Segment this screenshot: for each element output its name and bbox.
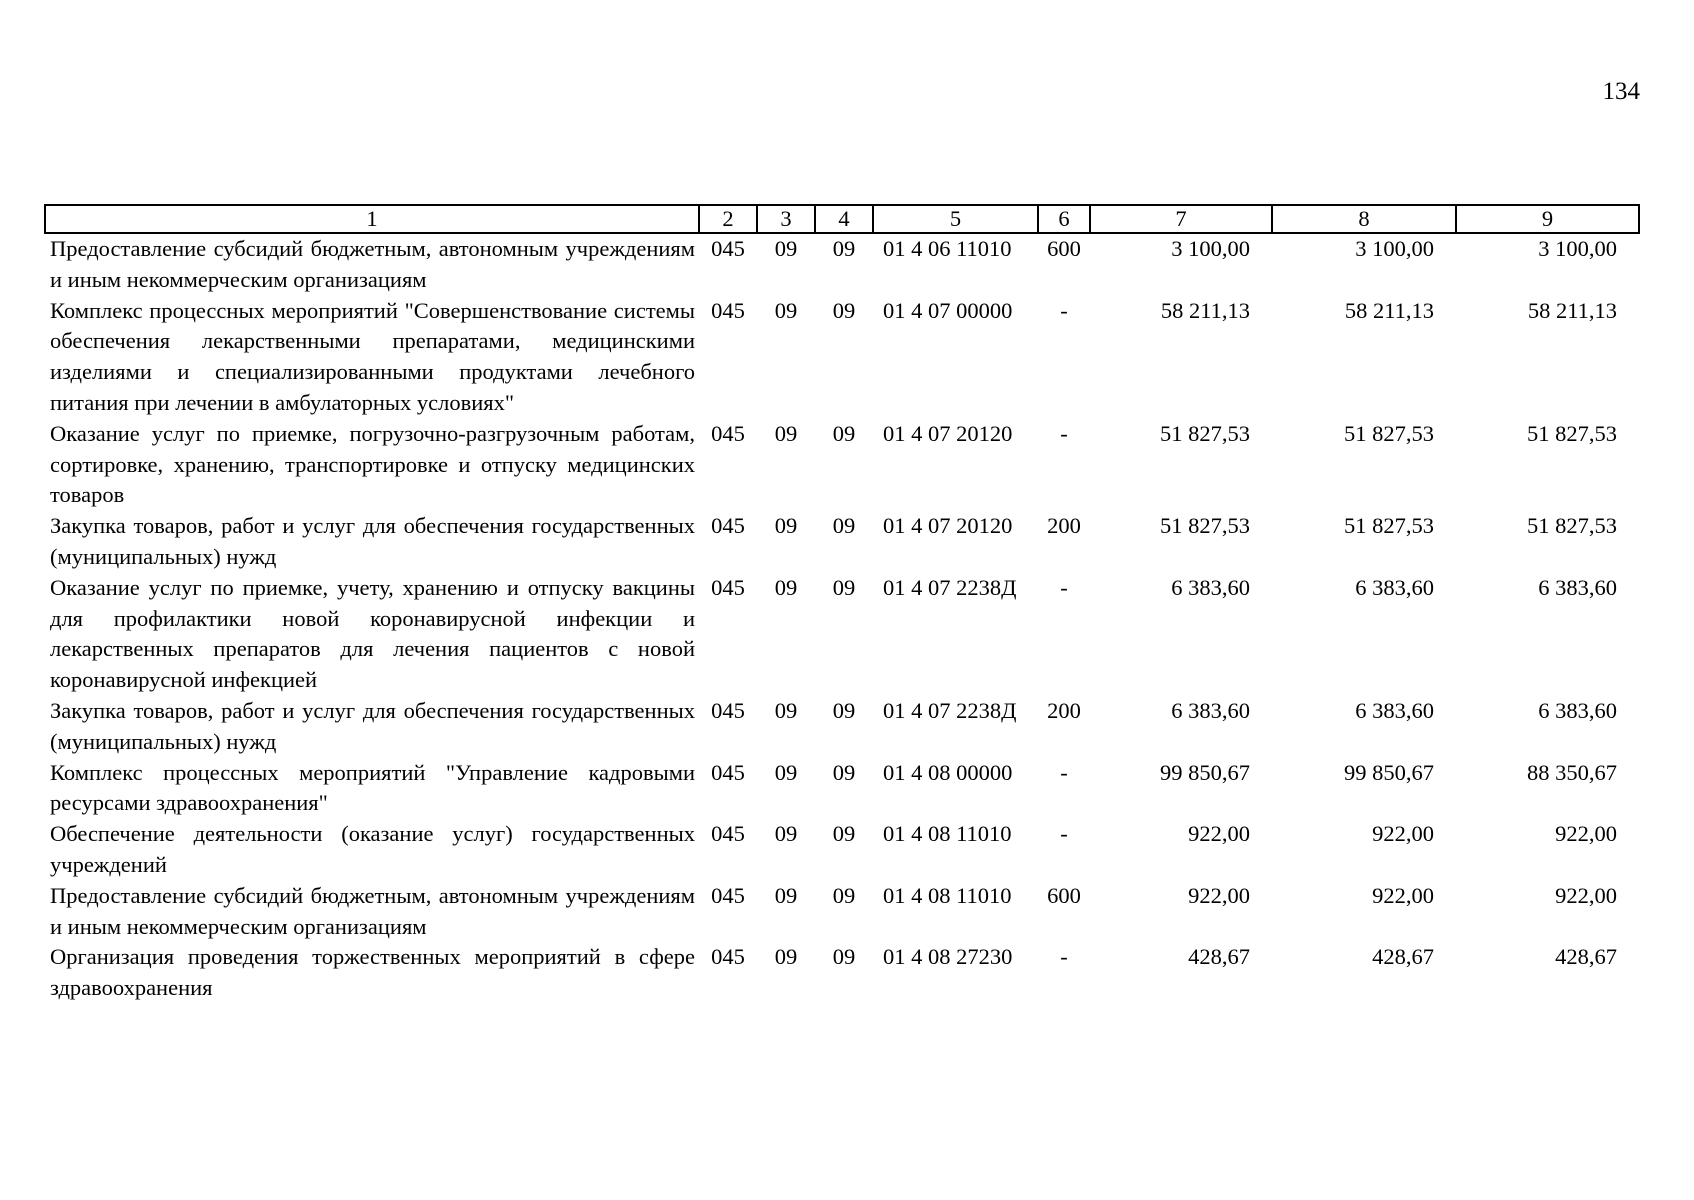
cell-section: 09 — [774, 297, 798, 323]
column-header: 8 — [1272, 205, 1456, 233]
cell-subsection: 09 — [832, 821, 856, 847]
cell-target-article: 01 4 07 2238Д — [883, 574, 1017, 600]
cell-amount-8: 3 100,00 — [1355, 236, 1434, 261]
cell-amount-9: 922,00 — [1555, 821, 1617, 847]
cell-amount-7: 922,00 — [1188, 882, 1250, 908]
table-row — [45, 511, 1639, 573]
cell-code: 045 — [711, 236, 745, 261]
row-description: Закупка товаров, работ и услуг для обеспечения государственных (муниципальных) нужд — [50, 513, 695, 569]
cell-target-article: 01 4 07 2238Д — [883, 697, 1017, 723]
table-row — [45, 696, 1639, 758]
cell-section: 09 — [774, 944, 798, 970]
row-description: Оказание услуг по приемке, погрузочно-разгрузочным работам, сортировке, хранению, транспортировке и отпуску медицинских товаров — [50, 420, 695, 508]
cell-amount-7: 428,67 — [1188, 944, 1250, 970]
cell-amount-8: 922,00 — [1372, 882, 1434, 908]
row-description: Организация проведения торжественных мероприятий в сфере здравоохранения — [50, 944, 695, 1001]
cell-code: 045 — [711, 697, 745, 723]
cell-amount-8: 922,00 — [1372, 821, 1434, 847]
cell-code: 045 — [711, 574, 745, 600]
cell-amount-7: 3 100,00 — [1171, 236, 1250, 261]
cell-target-article: 01 4 07 20120 — [883, 420, 1013, 446]
cell-amount-7: 6 383,60 — [1171, 574, 1250, 600]
cell-target-article: 01 4 07 00000 — [883, 297, 1013, 323]
cell-subsection: 09 — [832, 513, 856, 539]
cell-subsection: 09 — [832, 882, 856, 908]
table-row — [45, 758, 1639, 820]
cell-target-article: 01 4 08 11010 — [883, 821, 1012, 847]
cell-expense-type: - — [1060, 821, 1068, 847]
cell-section: 09 — [774, 882, 798, 908]
column-header: 3 — [757, 205, 815, 233]
row-description: Комплекс процессных мероприятий "Управление кадровыми ресурсами здравоохранения" — [50, 759, 695, 816]
cell-subsection: 09 — [832, 574, 856, 600]
cell-amount-7: 6 383,60 — [1171, 697, 1250, 723]
cell-amount-9: 58 211,13 — [1527, 297, 1617, 323]
cell-amount-7: 99 850,67 — [1160, 759, 1250, 785]
cell-section: 09 — [774, 420, 798, 446]
cell-section: 09 — [774, 759, 798, 785]
cell-amount-9: 51 827,53 — [1527, 513, 1617, 539]
column-header: 9 — [1456, 205, 1639, 233]
cell-amount-9: 6 383,60 — [1538, 574, 1617, 600]
cell-target-article: 01 4 08 11010 — [883, 882, 1012, 908]
cell-expense-type: - — [1060, 759, 1068, 785]
cell-subsection: 09 — [832, 944, 856, 970]
cell-section: 09 — [774, 236, 798, 261]
cell-code: 045 — [711, 420, 745, 446]
cell-code: 045 — [711, 759, 745, 785]
cell-subsection: 09 — [832, 697, 856, 723]
cell-amount-7: 922,00 — [1188, 821, 1250, 847]
row-description: Предоставление субсидий бюджетным, автономным учреждениям и иным некоммерческим организациям — [50, 236, 695, 292]
row-description: Комплекс процессных мероприятий "Совершенствование системы обеспечения лекарственными препаратами, медицинскими изделиями и специализированными продуктами лечебного питания при лечении в амбулаторных условиях" — [50, 297, 695, 415]
cell-amount-7: 51 827,53 — [1160, 513, 1250, 539]
cell-section: 09 — [774, 697, 798, 723]
cell-code: 045 — [711, 821, 745, 847]
cell-amount-8: 428,67 — [1372, 944, 1434, 970]
table-body — [45, 233, 1639, 1004]
row-description: Обеспечение деятельности (оказание услуг) государственных учреждений — [50, 821, 695, 877]
cell-amount-7: 51 827,53 — [1160, 420, 1250, 446]
table-row — [45, 233, 1639, 296]
table-row — [45, 881, 1639, 943]
table-row — [45, 573, 1639, 696]
table-row — [45, 819, 1639, 881]
cell-target-article: 01 4 06 11010 — [883, 236, 1012, 261]
column-header: 6 — [1038, 205, 1090, 233]
page-number: 134 — [1602, 78, 1640, 105]
cell-subsection: 09 — [832, 297, 856, 323]
cell-section: 09 — [774, 574, 798, 600]
cell-expense-type: 200 — [1047, 513, 1081, 539]
cell-amount-9: 922,00 — [1555, 882, 1617, 908]
cell-section: 09 — [774, 513, 798, 539]
cell-amount-8: 6 383,60 — [1355, 574, 1434, 600]
cell-amount-8: 6 383,60 — [1355, 697, 1434, 723]
column-header: 7 — [1090, 205, 1272, 233]
cell-code: 045 — [711, 882, 745, 908]
column-header: 5 — [873, 205, 1038, 233]
budget-table — [44, 204, 1640, 1004]
cell-subsection: 09 — [832, 759, 856, 785]
column-header: 2 — [699, 205, 757, 233]
cell-expense-type: - — [1060, 944, 1068, 970]
cell-amount-8: 51 827,53 — [1344, 513, 1434, 539]
column-header: 4 — [815, 205, 873, 233]
cell-amount-7: 58 211,13 — [1160, 297, 1250, 323]
row-description: Предоставление субсидий бюджетным, автономным учреждениям и иным некоммерческим организациям — [50, 882, 695, 939]
cell-expense-type: - — [1060, 297, 1068, 323]
row-description: Оказание услуг по приемке, учету, хранению и отпуску вакцины для профилактики новой коронавирусной инфекции и лекарственных препаратов для лечения пациентов с новой коронавирусной инфекцией — [50, 574, 695, 693]
table-row — [45, 419, 1639, 511]
cell-amount-9: 3 100,00 — [1538, 236, 1617, 261]
cell-amount-8: 99 850,67 — [1344, 759, 1434, 785]
cell-target-article: 01 4 08 27230 — [883, 944, 1013, 970]
cell-amount-9: 88 350,67 — [1527, 759, 1617, 785]
cell-amount-9: 428,67 — [1555, 944, 1617, 970]
cell-target-article: 01 4 07 20120 — [883, 513, 1013, 539]
cell-expense-type: - — [1060, 574, 1068, 600]
cell-expense-type: 200 — [1047, 697, 1081, 723]
cell-expense-type: 600 — [1047, 236, 1081, 261]
cell-amount-9: 51 827,53 — [1527, 420, 1617, 446]
cell-amount-8: 51 827,53 — [1344, 420, 1434, 446]
table-row — [45, 942, 1639, 1004]
cell-subsection: 09 — [832, 236, 856, 261]
table-row — [45, 296, 1639, 419]
cell-amount-8: 58 211,13 — [1344, 297, 1434, 323]
header-row — [45, 205, 1639, 233]
cell-target-article: 01 4 08 00000 — [883, 759, 1013, 785]
cell-expense-type: 600 — [1047, 882, 1081, 908]
cell-amount-9: 6 383,60 — [1538, 697, 1617, 723]
cell-code: 045 — [711, 513, 745, 539]
cell-code: 045 — [711, 944, 745, 970]
cell-expense-type: - — [1060, 420, 1068, 446]
row-description: Закупка товаров, работ и услуг для обеспечения государственных (муниципальных) нужд — [50, 697, 695, 754]
column-header: 1 — [45, 205, 699, 233]
cell-subsection: 09 — [832, 420, 856, 446]
table-header — [45, 205, 1639, 233]
cell-code: 045 — [711, 297, 745, 323]
cell-section: 09 — [774, 821, 798, 847]
